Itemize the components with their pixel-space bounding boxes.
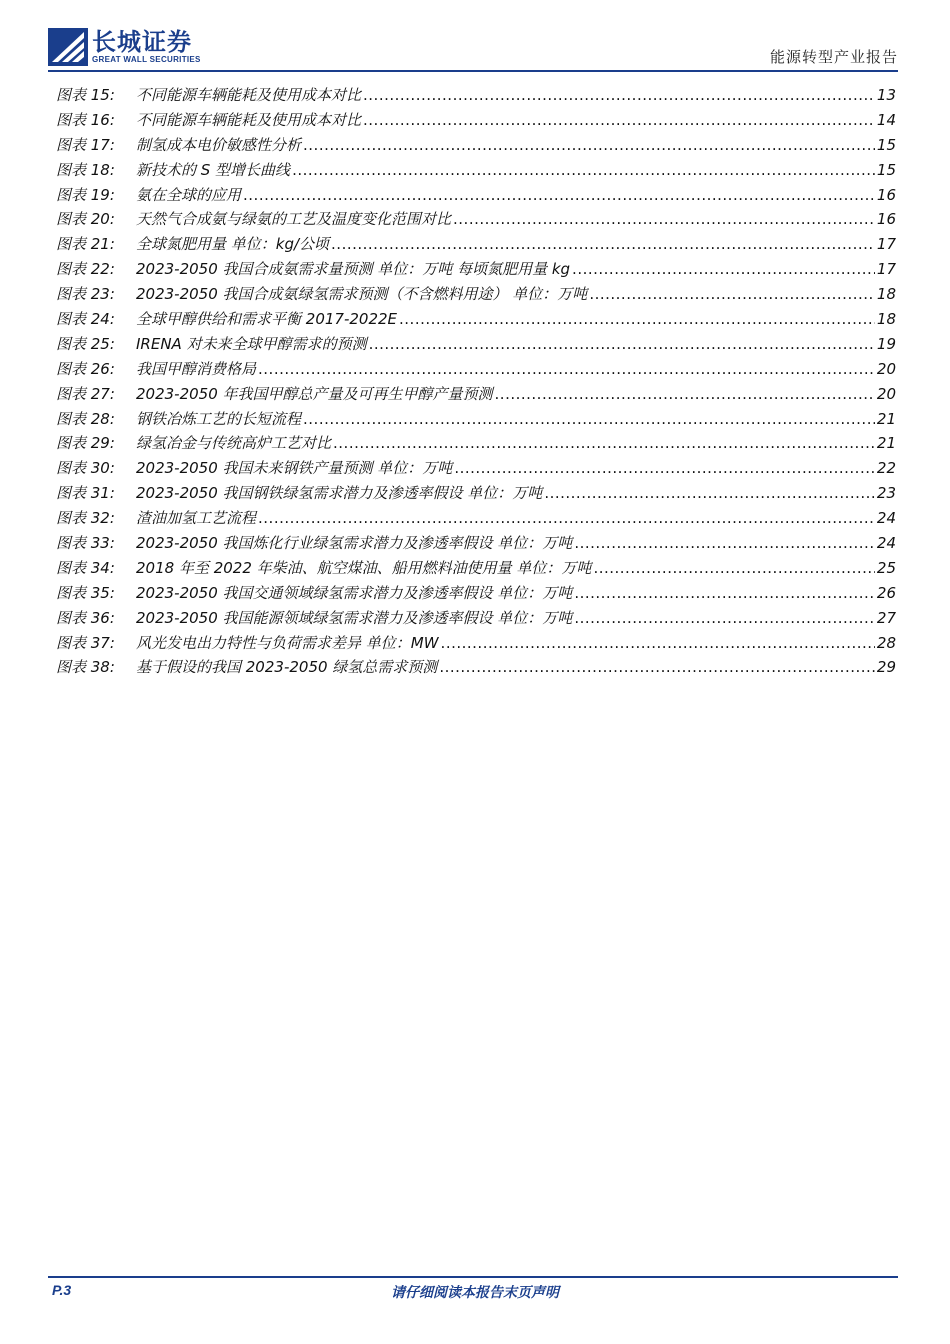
toc-entry-label: 图表 37: <box>56 633 115 652</box>
toc-dot-leader <box>454 459 875 477</box>
toc-entry-label: 图表 25: <box>56 334 115 353</box>
toc-entry[interactable] <box>56 184 896 209</box>
toc-entry-label: 图表 35: <box>56 583 115 602</box>
toc-entry-label: 图表 16: <box>56 110 115 129</box>
toc-entry-page: 16 <box>876 185 896 204</box>
toc-entry-title: 2018 年至 2022 年柴油、航空煤油、船用燃料油使用量 单位：万吨 <box>136 558 592 577</box>
toc-entry-label: 图表 30: <box>56 459 115 478</box>
toc-entry-title: 钢铁冶炼工艺的长短流程 <box>136 409 302 428</box>
toc-dot-leader <box>593 559 874 577</box>
toc-entry-page: 22 <box>876 459 896 478</box>
toc-entry[interactable] <box>56 532 896 557</box>
toc-entry-label: 图表 28: <box>56 409 115 428</box>
toc-entry[interactable] <box>56 283 896 308</box>
toc-entry-label: 图表 17: <box>56 135 115 154</box>
toc-entry-title: 氨在全球的应用 <box>136 185 242 204</box>
toc-entry-label: 图表 36: <box>56 608 115 627</box>
toc-entry[interactable] <box>56 408 896 433</box>
toc-entry[interactable] <box>56 383 896 408</box>
toc-entry[interactable] <box>56 432 896 457</box>
toc-entry-title: 渣油加氢工艺流程 <box>136 509 257 528</box>
toc-entry-page: 16 <box>876 210 896 229</box>
toc-entry[interactable] <box>56 358 896 383</box>
toc-entry-page: 24 <box>876 509 896 528</box>
toc-entry-label: 图表 34: <box>56 558 115 577</box>
toc-entry-label: 图表 24: <box>56 310 115 329</box>
toc-dot-leader <box>544 484 875 502</box>
toc-entry-label: 图表 18: <box>56 160 115 179</box>
toc-entry-label: 图表 23: <box>56 285 115 304</box>
disclaimer-note: 请仔细阅读本报告末页声明 <box>391 1285 559 1301</box>
great-wall-logo-icon <box>48 28 88 66</box>
toc-entry-title: 制氢成本电价敏感性分析 <box>136 135 302 154</box>
toc-entry-page: 20 <box>876 359 896 378</box>
toc-entry[interactable] <box>56 159 896 184</box>
toc-entry[interactable] <box>56 333 896 358</box>
page-number: P.3 <box>52 1282 72 1298</box>
toc-entry-page: 14 <box>876 110 896 129</box>
toc-entry-page: 17 <box>876 235 896 254</box>
toc-dot-leader <box>572 260 875 278</box>
toc-entry[interactable] <box>56 507 896 532</box>
logo-english-name: GREAT WALL SECURITIES <box>92 55 201 64</box>
toc-entry-page: 21 <box>876 409 896 428</box>
toc-entry-page: 25 <box>876 558 896 577</box>
toc-entry-title: 2023-2050 我国炼化行业绿氢需求潜力及渗透率假设 单位：万吨 <box>136 534 573 553</box>
toc-entry-page: 23 <box>876 484 896 503</box>
toc-dot-leader <box>258 509 875 527</box>
toc-entry-title: 2023-2050 我国交通领域绿氢需求潜力及渗透率假设 单位：万吨 <box>136 583 573 602</box>
toc-entry-page: 19 <box>876 334 896 353</box>
toc-entry[interactable] <box>56 557 896 582</box>
toc-entry-page: 27 <box>876 608 896 627</box>
toc-entry-title: 基于假设的我国 2023-2050 绿氢总需求预测 <box>136 658 438 677</box>
toc-entry[interactable] <box>56 134 896 159</box>
toc-entry[interactable] <box>56 632 896 657</box>
toc-dot-leader <box>243 186 875 204</box>
toc-entry[interactable] <box>56 233 896 258</box>
toc-dot-leader <box>441 634 875 652</box>
toc-dot-leader <box>333 434 875 452</box>
toc-entry[interactable] <box>56 208 896 233</box>
toc-entry[interactable] <box>56 457 896 482</box>
toc-entry-title: 风光发电出力特性与负荷需求差异 单位：MW <box>136 633 439 652</box>
toc-entry-page: 17 <box>876 260 896 279</box>
toc-entry-page: 28 <box>876 633 896 652</box>
toc-entry-label: 图表 31: <box>56 484 115 503</box>
toc-entry-label: 图表 29: <box>56 434 115 453</box>
toc-entry-title: 我国甲醇消费格局 <box>136 359 257 378</box>
toc-dot-leader <box>439 658 875 676</box>
toc-dot-leader <box>363 86 875 104</box>
toc-entry-page: 29 <box>876 658 896 677</box>
logo-chinese-name: 长城证券 <box>92 27 192 56</box>
toc-entry-title: 2023-2050 我国合成氨绿氢需求预测（不含燃料用途） 单位：万吨 <box>136 285 588 304</box>
toc-dot-leader <box>453 210 875 228</box>
toc-entry-title: 全球氮肥用量 单位：kg/公顷 <box>136 235 330 254</box>
table-of-figures <box>56 84 896 681</box>
toc-entry-title: 天然气合成氨与绿氨的工艺及温度变化范围对比 <box>136 210 452 229</box>
toc-dot-leader <box>399 310 875 328</box>
toc-dot-leader <box>574 584 875 602</box>
toc-entry-page: 13 <box>876 86 896 104</box>
toc-dot-leader <box>574 534 875 552</box>
toc-entry-label: 图表 33: <box>56 534 115 553</box>
toc-entry[interactable] <box>56 656 896 681</box>
toc-dot-leader <box>363 111 875 129</box>
toc-entry-page: 15 <box>876 160 896 179</box>
toc-dot-leader <box>292 161 875 179</box>
toc-entry[interactable] <box>56 482 896 507</box>
toc-entry[interactable] <box>56 582 896 607</box>
toc-entry[interactable] <box>56 258 896 283</box>
toc-entry-page: 15 <box>876 135 896 154</box>
toc-entry-title: 全球甲醇供给和需求平衡 2017-2022E <box>136 310 398 329</box>
toc-entry-title: 绿氢冶金与传统高炉工艺对比 <box>136 434 332 453</box>
toc-entry-title: 2023-2050 我国能源领域绿氢需求潜力及渗透率假设 单位：万吨 <box>136 608 573 627</box>
toc-entry-label: 图表 38: <box>56 658 115 677</box>
toc-entry-page: 21 <box>876 434 896 453</box>
toc-entry-title: 2023-2050 我国钢铁绿氢需求潜力及渗透率假设 单位：万吨 <box>136 484 543 503</box>
toc-entry-page: 18 <box>876 310 896 329</box>
toc-entry-page: 18 <box>876 285 896 304</box>
toc-entry-title: 新技术的 S 型增长曲线 <box>136 160 291 179</box>
toc-dot-leader <box>258 360 875 378</box>
toc-entry-label: 图表 19: <box>56 185 115 204</box>
page-header <box>48 26 898 70</box>
toc-dot-leader <box>369 335 875 353</box>
toc-entry-label: 图表 15: <box>56 86 115 104</box>
footer-divider <box>48 1276 898 1278</box>
toc-entry-label: 图表 32: <box>56 509 115 528</box>
toc-dot-leader <box>331 235 875 253</box>
toc-entry-title: 2023-2050 我国未来钢铁产量预测 单位：万吨 <box>136 459 453 478</box>
toc-dot-leader <box>303 410 875 428</box>
toc-entry-title: 不同能源车辆能耗及使用成本对比 <box>136 86 362 104</box>
toc-entry-page: 24 <box>876 534 896 553</box>
toc-dot-leader <box>303 136 875 154</box>
toc-entry-title: 2023-2050 年我国甲醇总产量及可再生甲醇产量预测 <box>136 384 493 403</box>
toc-entry-label: 图表 26: <box>56 359 115 378</box>
toc-entry-title: 2023-2050 我国合成氨需求量预测 单位：万吨 每顷氮肥用量 kg <box>136 260 571 279</box>
toc-entry-label: 图表 27: <box>56 384 115 403</box>
toc-entry-label: 图表 21: <box>56 235 115 254</box>
toc-entry[interactable] <box>56 109 896 134</box>
toc-entry-label: 图表 22: <box>56 260 115 279</box>
toc-entry-page: 26 <box>876 583 896 602</box>
header-divider <box>48 70 898 72</box>
report-type-title: 能源转型产业报告 <box>769 48 898 66</box>
toc-entry-title: IRENA 对未来全球甲醇需求的预测 <box>136 334 367 353</box>
toc-dot-leader <box>574 609 875 627</box>
toc-entry-label: 图表 20: <box>56 210 115 229</box>
toc-dot-leader <box>495 385 875 403</box>
toc-entry[interactable] <box>56 607 896 632</box>
toc-entry[interactable] <box>56 308 896 333</box>
toc-dot-leader <box>589 285 875 303</box>
toc-entry-page: 20 <box>876 384 896 403</box>
toc-entry[interactable] <box>56 84 896 109</box>
toc-entry-title: 不同能源车辆能耗及使用成本对比 <box>136 110 362 129</box>
company-logo <box>48 28 201 66</box>
